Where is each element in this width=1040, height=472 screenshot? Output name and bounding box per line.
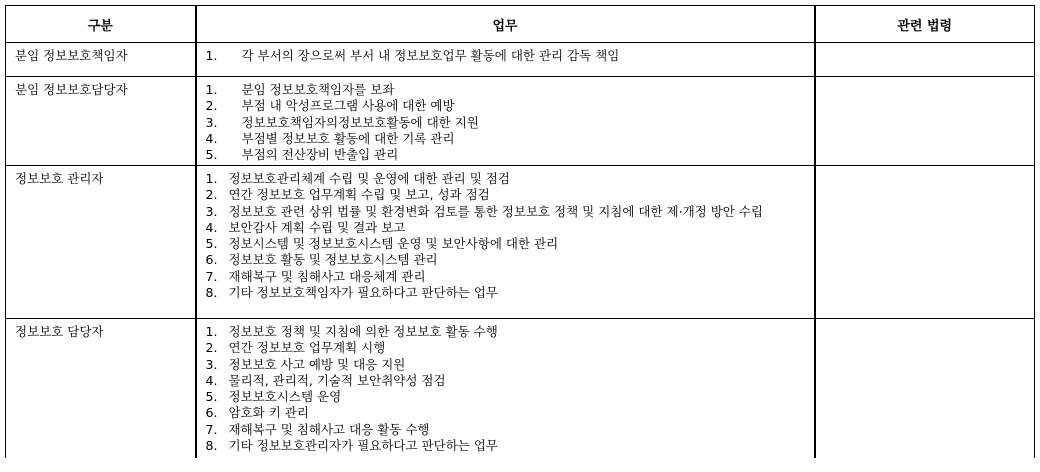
- duty-number: 6.: [205, 405, 218, 421]
- duty-number: 5.: [205, 147, 218, 163]
- duty-item: [206, 220, 814, 236]
- roles-duties-table: [5, 5, 1035, 458]
- duty-text: 보안감사 계획 수립 및 결과 보고: [228, 219, 406, 235]
- header-category: 구분: [6, 6, 196, 43]
- duty-item: [206, 187, 814, 203]
- duty-number: 4.: [205, 372, 218, 388]
- duty-item: [206, 405, 814, 421]
- document-page: [5, 5, 1035, 458]
- duty-text: 정보시스템 및 정보보호시스템 운영 및 보안사항에 대한 관리: [228, 236, 559, 252]
- duty-item: [206, 171, 814, 187]
- duty-number: 1.: [205, 82, 218, 97]
- role-label: 분임 정보보호책임자: [15, 48, 128, 63]
- law-cell: [815, 77, 1035, 166]
- role-label: 정보보호 담당자: [15, 324, 104, 339]
- duty-item: [206, 252, 814, 268]
- duty-text: 부점의 전산장비 반출입 관리: [241, 147, 399, 163]
- duty-text: 정보보호 정책 및 지침에 의한 정보보호 활동 수행: [228, 324, 498, 339]
- duty-text: 분임 정보보호책임자를 보좌: [241, 82, 395, 97]
- duty-number: 6.: [205, 252, 218, 268]
- duty-number: 1.: [205, 171, 218, 186]
- duty-text: 부점별 정보보호 활동에 대한 기록 관리: [241, 130, 455, 146]
- law-cell: [815, 166, 1035, 319]
- header-related-law: 관련 법령: [815, 6, 1035, 43]
- table-row: [6, 319, 1035, 459]
- duty-text: 각 부서의 장으로써 부서 내 정보보호업무 활동에 대한 관리 감독 책임: [241, 48, 620, 63]
- role-label: 분임 정보보호담당자: [15, 82, 128, 97]
- duty-item: [206, 389, 814, 405]
- duty-item: [206, 269, 814, 285]
- duty-item: [206, 373, 814, 389]
- duty-number: 5.: [205, 389, 218, 405]
- role-label: 정보보호 관리자: [15, 171, 104, 186]
- duty-text: 부점 내 악성프로그램 사용에 대한 예방: [241, 98, 455, 114]
- role-cell: [6, 43, 196, 77]
- duty-number: 7.: [205, 421, 218, 437]
- duties-cell: [196, 43, 815, 77]
- duty-item: [206, 357, 814, 373]
- duty-number: 7.: [205, 268, 218, 284]
- duty-item: [206, 98, 814, 114]
- duty-number: 2.: [205, 187, 218, 203]
- duty-text: 물리적, 관리적, 기술적 보안취약성 점검: [228, 372, 446, 388]
- duties-cell: [196, 166, 815, 319]
- duty-number: 3.: [205, 356, 218, 372]
- duty-number: 3.: [205, 203, 218, 219]
- duty-item: [206, 115, 814, 131]
- duty-text: 재해복구 및 침해사고 대응 활동 수행: [228, 421, 430, 437]
- duty-number: 8.: [205, 438, 218, 454]
- duty-number: 4.: [205, 219, 218, 235]
- duty-number: 1.: [205, 324, 218, 339]
- duty-text: 정보보호 사고 예방 및 대응 지원: [228, 356, 406, 372]
- duty-text: 정보보호시스템 운영: [228, 389, 342, 405]
- duty-text: 기타 정보보호관리자가 필요하다고 판단하는 업무: [228, 438, 498, 454]
- duty-number: 1.: [205, 48, 218, 63]
- duty-item: [206, 340, 814, 356]
- table-row: [6, 77, 1035, 166]
- duty-text: 암호화 키 관리: [228, 405, 309, 421]
- duty-list: [197, 319, 814, 454]
- duty-item: [206, 285, 814, 301]
- duty-text: 연간 정보보호 업무계획 수립 및 보고, 성과 점검: [228, 187, 490, 203]
- duty-item: [206, 147, 814, 163]
- law-cell: [815, 43, 1035, 77]
- duty-text: 연간 정보보호 업무계획 시행: [228, 340, 386, 356]
- table-row: [6, 43, 1035, 77]
- table-header-row: [6, 6, 1035, 43]
- duty-list: [197, 43, 814, 64]
- duty-item: [206, 48, 814, 64]
- duty-item: [206, 422, 814, 438]
- duty-number: 8.: [205, 285, 218, 301]
- duty-list: [197, 166, 814, 301]
- duty-text: 정보보호책임자의정보보호활동에 대한 지원: [241, 114, 479, 130]
- duty-text: 정보보호 관련 상위 법률 및 환경변화 검토를 통한 정보보호 정책 및 지침에 대한 제·개정 방안 수립: [228, 203, 764, 219]
- duty-item: [206, 438, 814, 454]
- table-row: [6, 166, 1035, 319]
- header-duties: 업무: [196, 6, 815, 43]
- duty-text: 재해복구 및 침해사고 대응체계 관리: [228, 268, 426, 284]
- duty-item: [206, 82, 814, 98]
- role-cell: [6, 77, 196, 166]
- duty-item: [206, 236, 814, 252]
- duty-item: [206, 324, 814, 340]
- duty-item: [206, 204, 814, 220]
- duty-number: 2.: [205, 340, 218, 356]
- role-cell: [6, 166, 196, 319]
- duty-number: 3.: [205, 114, 218, 130]
- duty-number: 2.: [205, 98, 218, 114]
- duty-list: [197, 77, 814, 163]
- duty-item: [206, 131, 814, 147]
- duty-text: 정보보호관리체계 수립 및 운영에 대한 관리 및 점검: [228, 171, 510, 186]
- duty-text: 기타 정보보호책임자가 필요하다고 판단하는 업무: [228, 285, 498, 301]
- duty-text: 정보보호 활동 및 정보보호시스템 관리: [228, 252, 438, 268]
- duties-cell: [196, 77, 815, 166]
- role-cell: [6, 319, 196, 459]
- duty-number: 4.: [205, 130, 218, 146]
- law-cell: [815, 319, 1035, 459]
- duty-number: 5.: [205, 236, 218, 252]
- duties-cell: [196, 319, 815, 459]
